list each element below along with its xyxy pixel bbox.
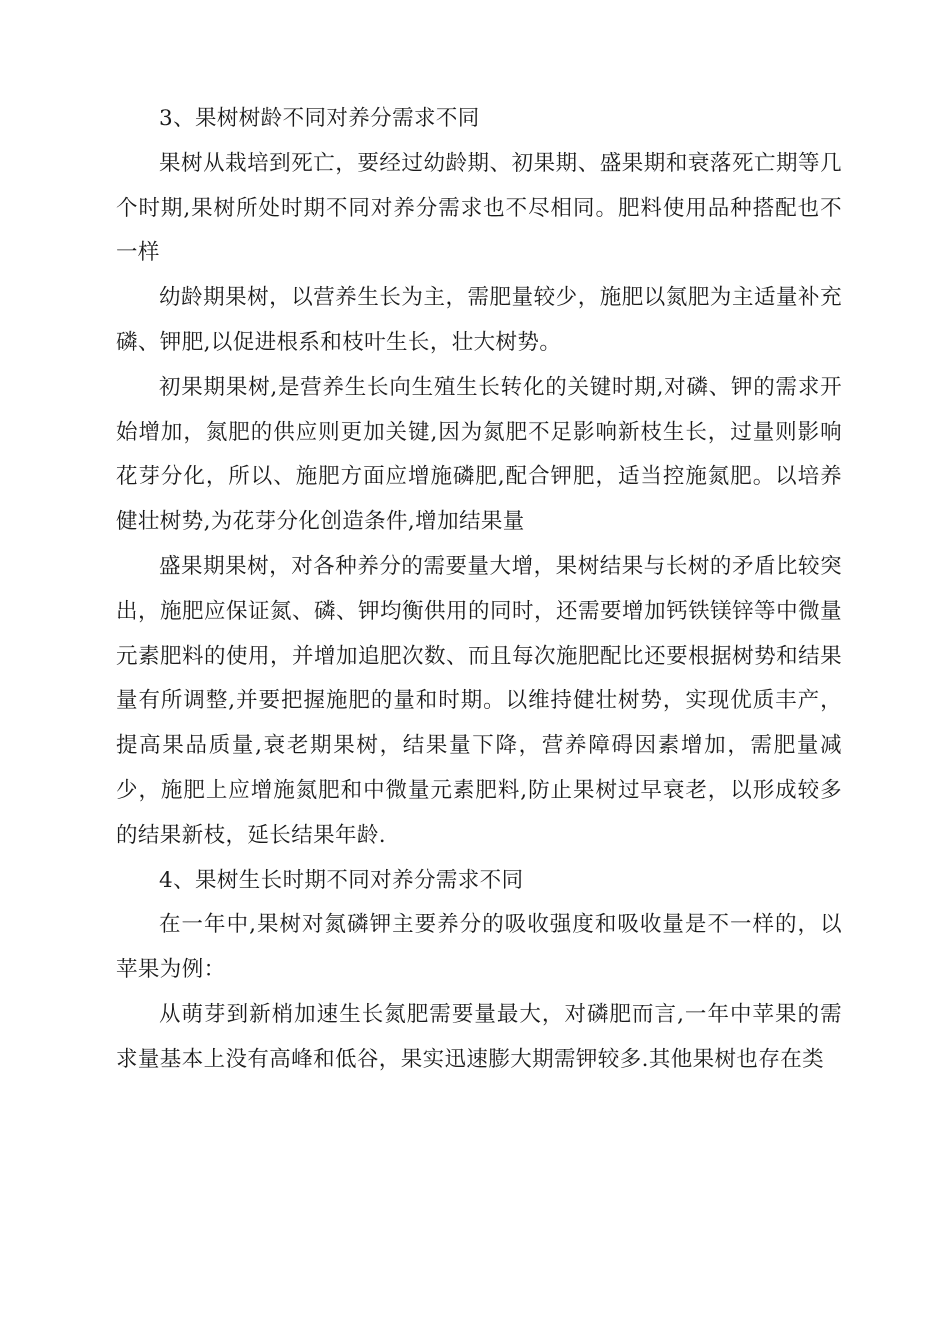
body-paragraph: 从萌芽到新梢加速生长氮肥需要量最大，对磷肥而言,一年中苹果的需求量基本上没有高峰和低谷，果实迅速膨大期需钾较多.其他果树也存在类 xyxy=(116,1001,842,1072)
section-heading: 4、果树生长时期不同对养分需求不同 xyxy=(159,867,524,893)
body-paragraph: 初果期果树,是营养生长向生殖生长转化的关键时期,对磷、钾的需求开始增加，氮肥的供应则更加关键,因为氮肥不足影响新枝生长，过量则影响花芽分化，所以、施肥方面应增施磷肥,配合钾肥，适当控施氮肥。以培养健壮树势,为花芽分化创造条件,增加结果量 xyxy=(116,374,842,535)
body-paragraph: 在一年中,果树对氮磷钾主要养分的吸收强度和吸收量是不一样的，以苹果为例： xyxy=(116,912,842,983)
body-paragraph: 盛果期果树，对各种养分的需要量大增，果树结果与长树的矛盾比较突出，施肥应保证氮、磷、钾均衡供用的同时，还需要增加钙铁镁锌等中微量元素肥料的使用，并增加追肥次数、而且每次施肥配比还要根据树势和结果量有所调整,并要把握施肥的量和时期。以维持健壮树势，实现优质丰产，提高果品质量,衰老期果树，结果量下降，营养障碍因素增加，需肥量减少，施肥上应增施氮肥和中微量元素肥料,防止果树过早衰老，以形成较多的结果新枝，延长结果年龄. xyxy=(116,553,842,848)
section-heading: 3、果树树龄不同对养分需求不同 xyxy=(159,106,480,131)
body-paragraph: 果树从栽培到死亡，要经过幼龄期、初果期、盛果期和衰落死亡期等几个时期,果树所处时期不同对养分需求也不尽相同。肥料使用品种搭配也不一样 xyxy=(116,150,842,266)
body-paragraph: 幼龄期果树，以营养生长为主，需肥量较少，施肥以氮肥为主适量补充磷、钾肥,以促进根系和枝叶生长，壮大树势。 xyxy=(116,285,842,355)
document-page xyxy=(116,97,842,1083)
